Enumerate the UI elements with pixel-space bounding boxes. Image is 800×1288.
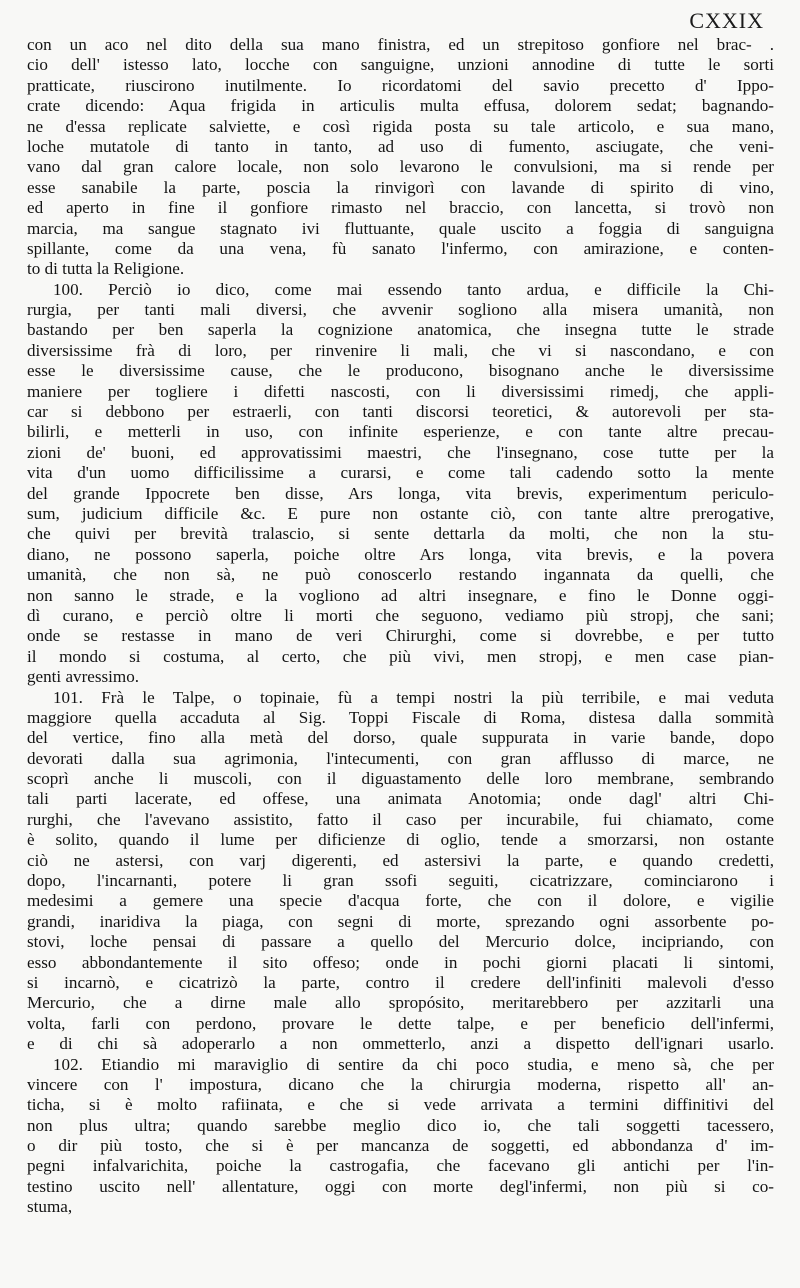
text-line: zioni de' buoni, ed approvatissimi maestri, che l'insegnano, cose tutte per la [27,442,774,462]
text-line: esse sanabile la parte, poscia la rinvigorì con lavande di spirito di vino, [27,177,774,197]
text-line: maniere per togliere i difetti nascosti, con li diversissimi rimedj, che appli- [27,381,774,401]
text-line: devorati dalla sua agrimonia, l'intecumenti, con gran afflusso di marce, ne [27,748,774,768]
text-line: vano dal gran calore locale, non solo levarono le convulsioni, ma si rende per [27,157,774,177]
text-line: vita d'un uomo difficilissime a curarsi, e come tali cadendo sotto la mente [27,463,774,483]
text-line: maggiore quella accaduta al Sig. Toppi Fiscale di Roma, distesa dalla sommità [27,707,774,727]
text-line: volta, farli con perdono, provare le dette talpe, e per beneficio dell'infermi, [27,1013,774,1033]
text-line: con un aco nel dito della sua mano finistra, ed un strepitoso gonfiore nel brac- . [27,35,774,54]
text-line: 101. Frà le Talpe, o topinaie, fù a tempi nostri la più terribile, e mai veduta [53,687,774,707]
body-text [27,35,774,1218]
text-line: cio dell' istesso lato, locche con sanguigne, unzioni annodine di tutte le sorti [27,55,774,75]
text-line: genti avressimo. [27,667,140,687]
text-line: tali parti lacerate, ed offese, una animata Anotomia; onde dagl' altri Chi- [27,789,774,809]
text-line: che quivi per brevità tralascio, si sente dettarla da molti, che non la stu- [27,524,774,544]
text-line: bilirli, e metterli in uso, con infinite esperienze, e con tante altre precau- [27,422,774,442]
text-line: rurgia, per tanti mali diversi, che avvenir sogliono alla misera umanità, non [27,300,774,320]
text-line: vincere con l' impostura, dicano che la chirurgia moderna, rispetto all' an- [27,1074,774,1094]
text-line: ne d'essa replicate salviette, e così rigida posta su tale articolo, e sua mano, [27,116,774,136]
text-line: Mercurio, che a dirne male allo spropósito, meritarebbero per azzitarli una [27,993,774,1013]
text-line: pratticate, riuscirono inutilmente. Io ricordatomi del savio precetto d' Ippo- [27,75,774,95]
text-line: sum, judicium difficile &c. E pure non ostante ciò, con tante altre prerogative, [27,503,774,523]
page-number: CXXIX [689,8,764,33]
text-line: marcia, ma sangue stagnato ivi fluttuante, quale uscito a foggia di sanguigna [27,218,774,238]
text-line: bastando per ben saperla la cognizione anatomica, che insegna tutte le strade [27,320,774,340]
text-line: diano, ne possono saperla, poiche oltre Ars longa, vita brevis, e la povera [27,544,774,564]
text-line: diversissime frà di loro, per rinvenire li mali, che vi si nascondano, e con [27,340,774,360]
text-line: grandi, inaridiva la piaga, con segni di morte, sprezando ogni assorbente po- [27,911,774,931]
text-line: car si debbono per estraerli, con tanti discorsi teoretici, & autorevoli per sta- [27,402,774,422]
text-line: rurghi, che l'avevano assistito, fatto il caso per incurabile, fui chiamato, come [27,809,774,829]
text-line: si incarnò, e cicatrizò la parte, contro il credere dell'infiniti malevoli d'esso [27,972,774,992]
text-line: del grande Ippocrete ben disse, Ars longa, vita brevis, experimentum periculo- [27,483,774,503]
text-line: non plus ultra; quando sarebbe meglio dico io, che tali soggetti tacessero, [27,1115,774,1135]
text-line: testino uscito nell' allentature, oggi con morte degl'infermi, non più si co- [27,1176,774,1196]
text-line: spillante, come da una vena, fù sanato l'infermo, con amirazione, e conten- [27,238,774,258]
text-line: dopo, l'incarnanti, potere li gran ssofi seguiti, cicatrizzare, cominciarono i [27,871,774,891]
text-line: pegni infalvarichita, poiche la castrogafia, che facevano gli antichi per l'in- [27,1156,774,1176]
text-line: non sanno le strade, e la vogliono ad altri insegnare, e fino le Donne oggi- [27,585,774,605]
text-line: medesimi a gemere una specie d'acqua forte, che con il dolore, e vigilie [27,891,774,911]
text-line: onde se restasse in mano de veri Chirurghi, come si dovrebbe, e per tutto [27,626,774,646]
text-line: loche mutatole di tanto in tanto, ad uso di fumento, asciugate, che veni- [27,136,774,156]
text-line: ed aperto in fine il gonfiore rimasto nel braccio, con lancetta, si trovò non [27,198,774,218]
text-line: to di tutta la Religione. [27,259,185,279]
text-line: e di chi sà adoperarlo a non ommetterlo, anzi a dispetto dell'ignari usarlo. [27,1034,774,1054]
text-line: stovi, loche pensai di passare a quello del Mercurio dolce, incipriando, con [27,932,774,952]
text-line: crate dicendo: Aqua frigida in articulis multa effusa, dolorem sedat; bagnando- [27,96,774,116]
text-line: umanità, che non sà, ne può conoscerlo restando ingannata da quelli, che [27,565,774,585]
text-line: 100. Perciò io dico, come mai essendo tanto ardua, e difficile la Chi- [53,279,774,299]
text-line: il mondo si costuma, al certo, che più vivi, men stropj, e men case pian- [27,646,774,666]
text-line: 102. Etiandio mi maraviglio di sentire da chi poco studia, e meno sà, che per [53,1054,774,1074]
text-line: ticha, si è molto rafiinata, e che si vede arrivata a termini diffinitivi del [27,1095,774,1115]
text-line: del vertice, fino alla metà del dorso, quale suppurata in varie bande, dopo [27,728,774,748]
text-line: stuma, [27,1197,73,1217]
text-line: o dir più tosto, che si è per mancanza de soggetti, ed abbondanza d' im- [27,1136,774,1156]
text-line: ciò ne astersi, con varj digerenti, ed astersivi la parte, e quando credetti, [27,850,774,870]
text-line: dì curano, e perciò oltre li morti che seguono, vediamo più stropj, che sani; [27,605,774,625]
text-line: esse le diversissime cause, che le producono, bisognano anche le diversissime [27,361,774,381]
text-line: esso abbondantemente il sito offeso; onde in pochi giorni placati li sintomi, [27,952,774,972]
text-line: è solito, quando il lume per dificienze di oglio, tende a smorzarsi, non ostante [27,830,774,850]
text-line: scoprì anche li muscoli, con il diguastamento delle loro membrane, sembrando [27,769,774,789]
